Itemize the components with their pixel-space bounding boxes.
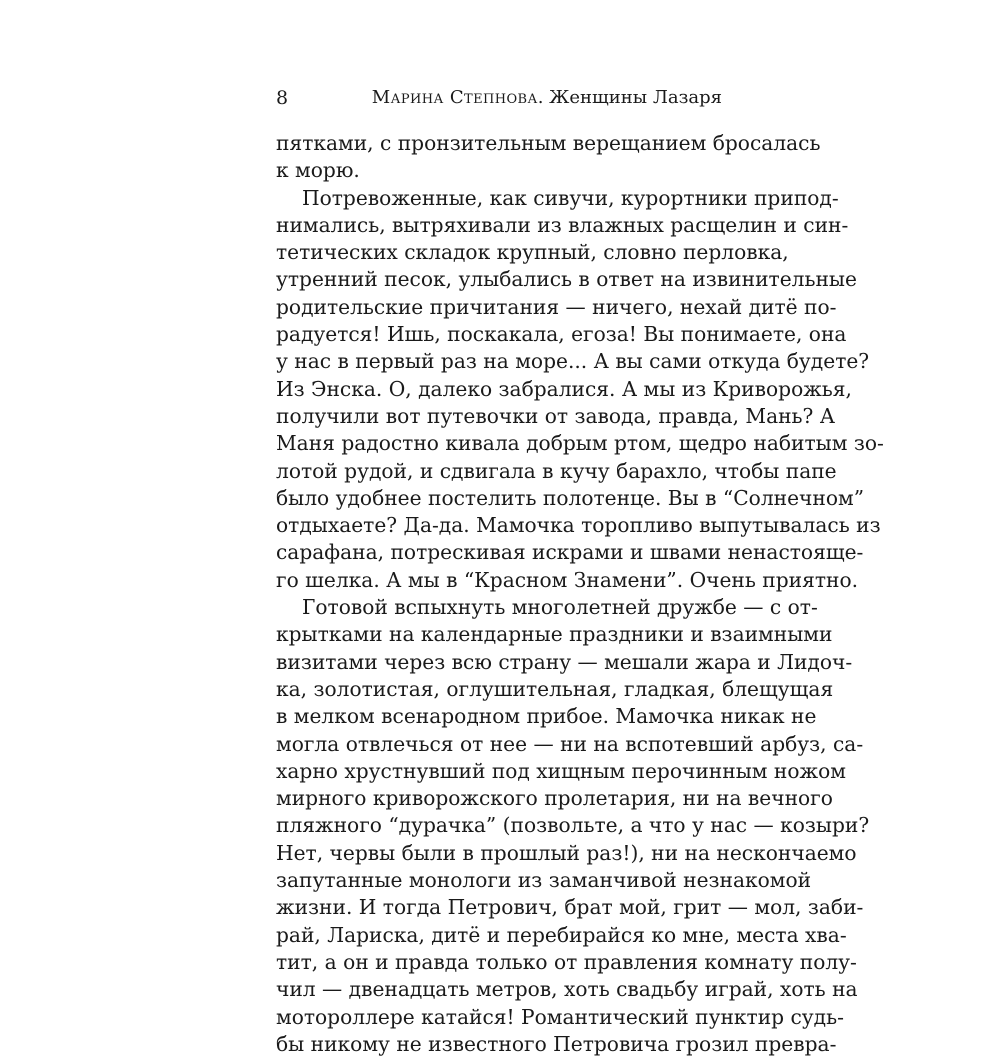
text-line: в мелком всенародном прибое. Мамочка никак не [276,704,817,729]
text-line: тит, а он и правда только от правления комнату полу- [276,949,857,974]
text-line: лотой рудой, и сдвигала в кучу барахло, чтобы папе [276,458,837,483]
text-line: мирного криворожского пролетария, ни на вечного [276,786,833,811]
text-line: могла отвлечься от нее — ни на вспотевший арбуз, са- [276,731,864,756]
title-separator: . [537,87,550,108]
body-text [276,130,884,1058]
text-line: было удобнее постелить полотенце. Вы в “Солнечном” [276,485,865,510]
text-line: визитами через всю страну — мешали жара и Лидоч- [276,649,853,674]
text-line: пятками, с пронзительным верещанием бросалась [276,131,821,155]
text-line: у нас в первый раз на море... А вы сами откуда будете? [276,349,870,374]
text-line: бы никому не известного Петровича грозил превра- [276,1031,837,1056]
text-line: мотороллере катайся! Романтический пунктир судь- [276,1004,844,1029]
text-line: чил — двенадцать метров, хоть свадьбу играй, хоть на [276,977,858,1002]
text-line: нимались, вытряхивали из влажных расщелин и син- [276,212,849,237]
text-line: Из Энска. О, далеко забралися. А мы из Криворожья, [276,376,852,401]
text-line: пляжного “дурачка” (позвольте, а что у нас — козыри? [276,813,870,838]
text-line: го шелка. А мы в “Красном Знамени”. Очень приятно. [276,567,859,592]
text-line: харно хрустнувший под хищным перочинным ножом [276,758,846,783]
text-line: жизни. И тогда Петрович, брат мой, грит — мол, заби- [276,895,864,920]
text-line: родительские причитания — ничего, нехай дитё по- [276,294,837,319]
text-line: Нет, червы были в прошлый раз!), ни на нескончаемо [276,840,857,865]
text-line: ка, золотистая, оглушительная, гладкая, блещущая [276,676,834,701]
text-line: сарафана, потрескивая искрами и швами ненастояще- [276,540,864,565]
text-line: получили вот путевочки от завода, правда, Мань? А [276,403,836,428]
text-line: тетических складок крупный, словно перловка, [276,240,789,265]
page-number: 8 [276,87,289,109]
book-title: Женщины Лазаря [549,87,722,108]
text-line: рай, Лариска, дитё и перебирайся ко мне, места хва- [276,922,847,947]
running-head [276,86,722,110]
text-line: Маня радостно кивала добрым ртом, щедро набитым зо- [276,431,884,456]
text-line: Потревоженные, как сивучи, курортники припод- [302,185,839,210]
author-name: Марина Степнова [371,87,538,108]
text-line: крытками на календарные праздники и взаимными [276,622,833,647]
text-line: Готовой вспыхнуть многолетней дружбе — с от- [302,595,818,620]
text-line: утренний песок, улыбались в ответ на извинительные [276,267,857,292]
running-title [372,86,722,110]
text-line: к морю. [276,158,360,183]
text-line: радуется! Ишь, поскакала, егоза! Вы понимаете, она [276,322,847,347]
text-line: отдыхаете? Да-да. Мамочка торопливо выпутывалась из [276,513,881,538]
text-line: запутанные монологи из заманчивой незнакомой [276,868,812,893]
